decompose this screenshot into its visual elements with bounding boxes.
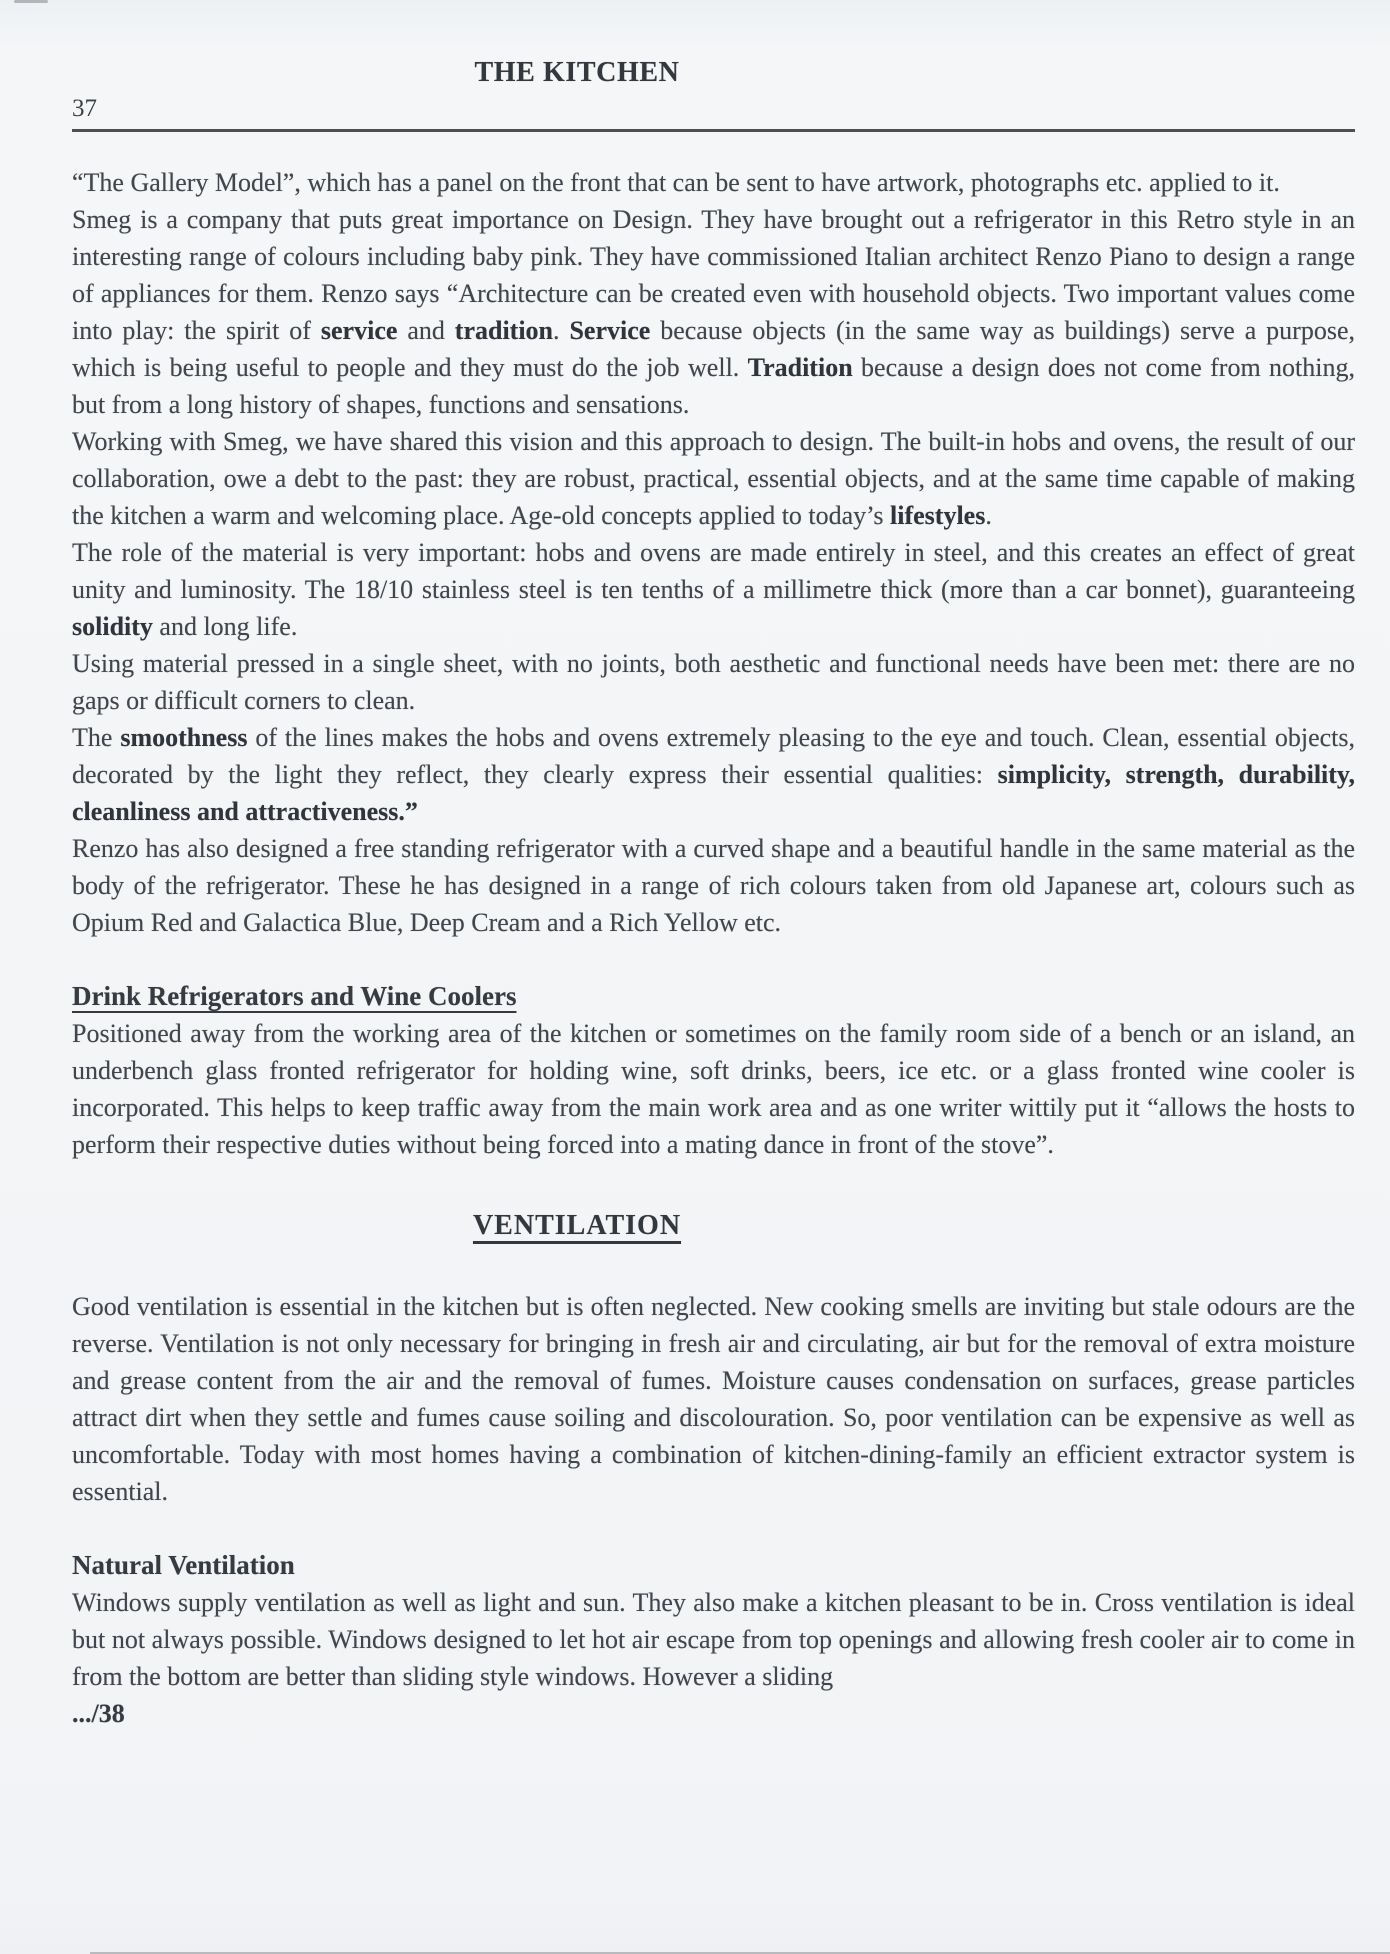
- paragraph: Renzo has also designed a free standing refrigerator with a curved shape and a beautiful handle in the same material as the body of the refrigerator. These he has designed in a range of rich colours taken from old Japanese art, colours such as Opium Red and Galactica Blue, Deep Cream and a Rich Yellow etc.: [72, 834, 1355, 937]
- paragraph: Good ventilation is essential in the kitchen but is often neglected. New cooking smells are inviting but stale odours are the reverse. Ventilation is not only necessary for bringing in fresh air and circulating, air but for the removal of extra moisture and grease content from the air and the removal of fumes. Moisture causes condensation on surfaces, grease particles attract dirt when they settle and fumes cause soiling and discolouration. So, poor ventilation can be expensive as well as uncomfortable. Today with most homes having a combination of kitchen-dining-family an efficient extractor system is essential.: [72, 1292, 1355, 1506]
- header-rule: [72, 129, 1355, 132]
- paragraph: Working with Smeg, we have shared this vision and this approach to design. The built-in hobs and ovens, the result of our collaboration, owe a debt to the past: they are robust, practical, essential objects, and at the same time capable of making the kitchen a warm and welcoming place. Age-old concepts applied to today’s lifestyles.: [72, 427, 1355, 530]
- paragraph: Using material pressed in a single sheet, with no joints, both aesthetic and functional needs have been met: there are no gaps or difficult corners to clean.: [72, 649, 1355, 715]
- paragraph: The role of the material is very important: hobs and ovens are made entirely in steel, and this creates an effect of great unity and luminosity. The 18/10 stainless steel is ten tenths of a millimetre thick (more than a car bonnet), guaranteeing solidity and long life.: [72, 538, 1355, 641]
- page-header: [72, 56, 1355, 132]
- section-heading: Drink Refrigerators and Wine Coolers: [72, 981, 517, 1011]
- paragraph: The smoothness of the lines makes the hobs and ovens extremely pleasing to the eye and touch. Clean, essential objects, decorated by the light they reflect, they clearly express their essential qualities: simplicity, strength, durability, cleanliness and attractiveness.”: [72, 723, 1355, 826]
- page-continuation-mark: .../38: [72, 1699, 125, 1728]
- paragraph: “The Gallery Model”, which has a panel on the front that can be sent to have artwork, photographs etc. applied to it.: [72, 168, 1280, 197]
- section-heading: VENTILATION: [472, 1210, 682, 1241]
- document-body: [72, 164, 1355, 1732]
- page-title: THE KITCHEN: [474, 57, 680, 88]
- section-heading: Natural Ventilation: [72, 1550, 295, 1580]
- paragraph: Positioned away from the working area of the kitchen or sometimes on the family room side of a bench or an island, an underbench glass fronted refrigerator for holding wine, soft drinks, beers, ice etc. or a glass fronted wine cooler is incorporated. This helps to keep traffic away from the main work area and as one writer wittily put it “allows the hosts to perform their respective duties without being forced into a mating dance in front of the stove”.: [72, 1019, 1355, 1159]
- paragraph: Windows supply ventilation as well as light and sun. They also make a kitchen pleasant to be in. Cross ventilation is ideal but not always possible. Windows designed to let hot air escape from top openings and allowing fresh cooler air to come in from the bottom are better than sliding style windows. However a sliding: [72, 1588, 1355, 1691]
- scan-artifact-top: [14, 0, 48, 3]
- paragraph: Smeg is a company that puts great importance on Design. They have brought out a refrigerator in this Retro style in an interesting range of colours including baby pink. They have commissioned Italian architect Renzo Piano to design a range of appliances for them. Renzo says “Architecture can be created even with household objects. Two important values come into play: the spirit of service and tradition. Service because objects (in the same way as buildings) serve a purpose, which is being useful to people and they must do the job well. Tradition because a design does not come from nothing, but from a long history of shapes, functions and sensations.: [72, 205, 1355, 419]
- page-number: 37: [72, 95, 97, 122]
